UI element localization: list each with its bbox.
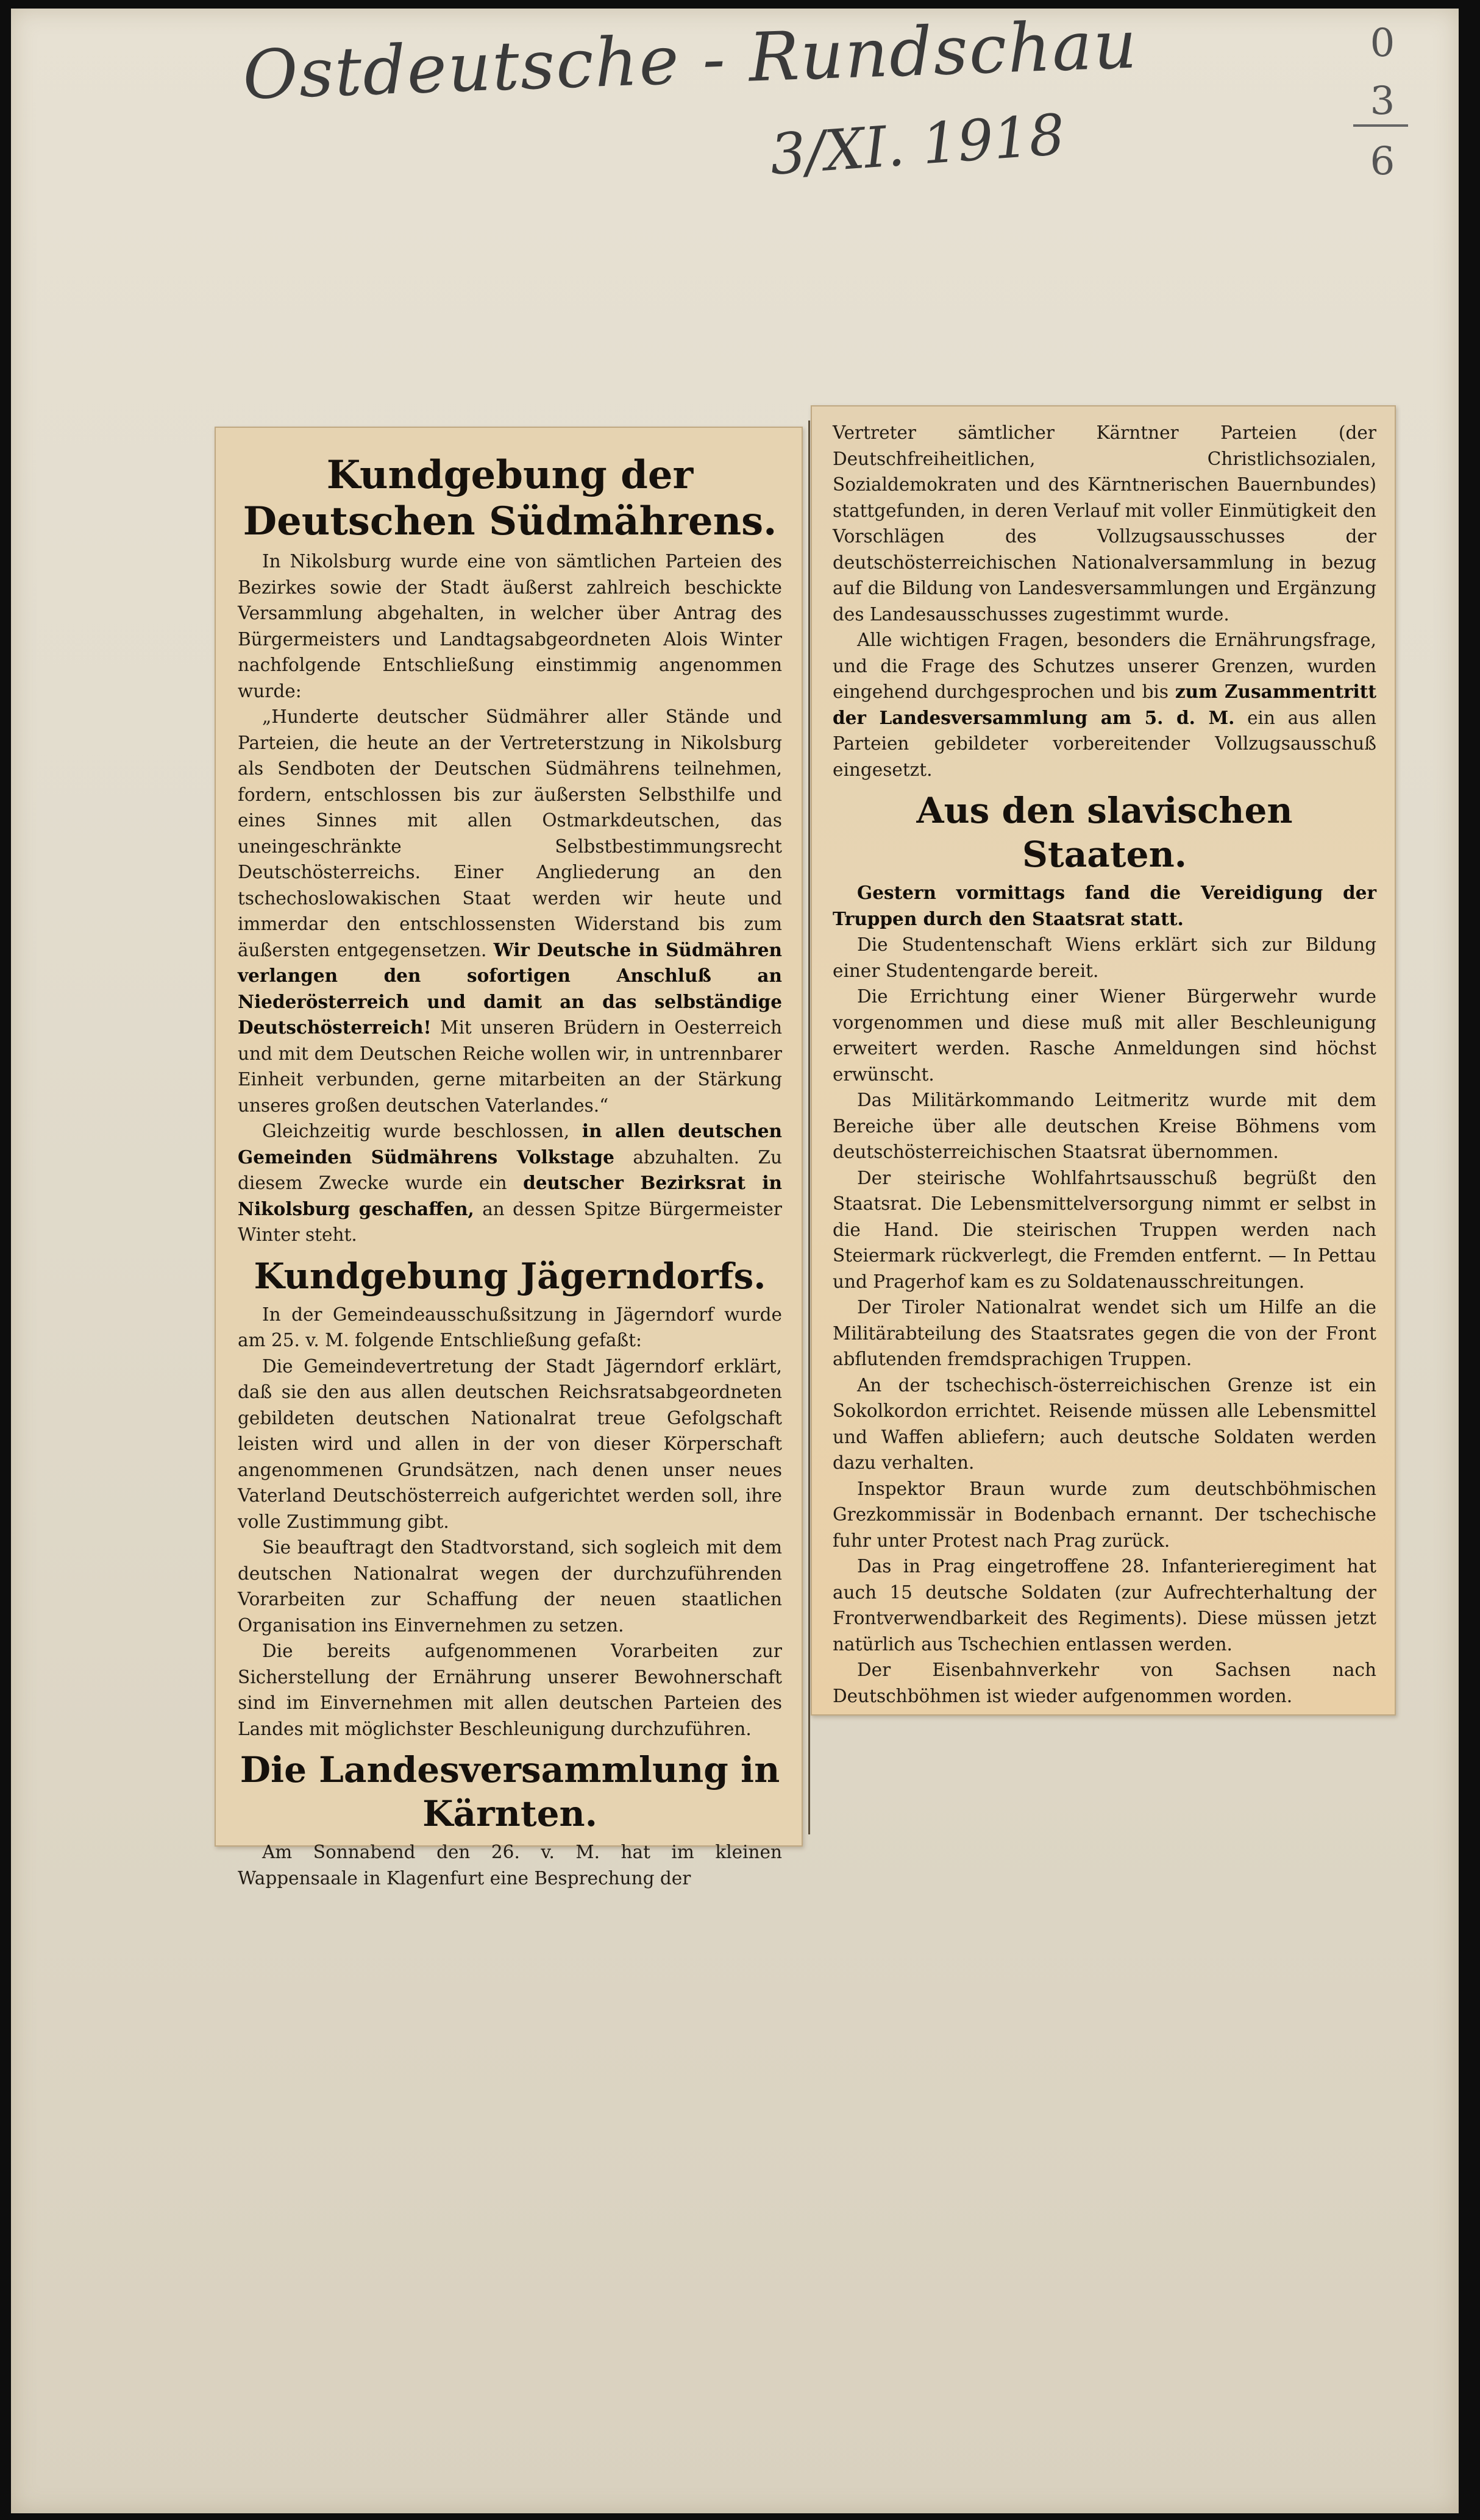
clipping-left-column <box>215 427 803 1889</box>
article-paragraph: Sie beauftragt den Stadtvorstand, sich sogleich mit dem deutschen Nationalrat wegen der durchzuführenden Vorarbeiten zur Schaffung der neuen staatlichen Organisation ins Einvernehmen zu setzen. <box>238 1537 782 1636</box>
news-item: Inspektor Braun wurde zum deutschböhmischen Grezkommissär in Bodenbach ernannt. Der tschechische fuhr unter Protest nach Prag zurück. <box>833 1478 1376 1551</box>
handwritten-date: 3/XI. 1918 <box>767 102 1067 188</box>
archive-number <box>1358 15 1407 191</box>
headline-kaernten: Die Landesversammlung in Kärnten. <box>240 1749 780 1834</box>
text-run: abzuhalten. Zu diesem Zwecke wurde ein <box>238 1146 782 1193</box>
article-paragraph: Am Sonnabend den 26. v. M. hat im kleinen Wappensaale in Klagenfurt eine Besprechung der <box>238 1842 782 1889</box>
headline-suedmaehren: Kundgebung der Deutschen Südmährens. <box>243 452 777 544</box>
news-item: Die Studentenschaft Wiens erklärt sich zur Bildung einer Studentengarde bereit. <box>833 934 1376 981</box>
headline-slavische-staaten: Aus den slavischen Staaten. <box>916 790 1293 875</box>
text-run: an dessen Spitze Bürgermeister Winter steht. <box>238 1198 782 1245</box>
news-item: Der Eisenbahnverkehr von Sachsen nach Deutschböhmen ist wieder aufgenommen worden. <box>833 1659 1376 1706</box>
clipping-right-column <box>811 405 1396 1716</box>
news-item: Der steirische Wohlfahrtsausschuß begrüßt den Staatsrat. Die Lebensmittelversorgung nimmt er selbst in die Hand. Die steirischen Truppen werden nach Steiermark rückverlegt, die Fremden entfernt. — In Pettau und Pragerhof kam es zu Soldatenausschreitungen. <box>833 1167 1376 1292</box>
resolution-text: „Hunderte deutscher Südmährer aller Stände und Parteien, die heute an der Vertreterstzung in Nikolsburg als Sendboten der Deutschen Südmährens teilnehmen, fordern, entschlossen bis zur äußersten Selbsthilfe und eines Sinnes mit allen Ostmarkdeutschen, das uneingeschränkte Selbstbestimmungsrecht Deutschösterreichs. Einer Angliederung an den tschechoslowakischen Staat werden wir heute und immerdar den entschlossensten Widerstand bis zum äußersten entgegensetzen. <box>238 706 782 960</box>
lead-paragraph <box>833 880 1376 932</box>
text-run: ein aus allen Parteien gebildeter vorbereitender Vollzugsausschuß eingesetzt. <box>833 707 1376 780</box>
article-paragraph <box>833 627 1376 783</box>
bold-run: zum Zusammentritt der Landesversammlung am 5. d. M. <box>833 681 1376 728</box>
handwritten-newspaper-name: Ostdeutsche - Rundschau <box>241 5 1139 115</box>
resolution-quote <box>238 704 782 1118</box>
article-paragraph: Vertreter sämtlicher Kärntner Parteien (der Deutschfreiheitlichen, Christlichsozialen, Sozialdemokraten und des Kärntnerischen Bauernbundes) stattgefunden, in deren Verlauf mit voller Einmütigkeit den Vorschlägen des Vollzugsausschusses der deutschösterreichischen Nationalversammlung in bezug auf die Bildung von Landesversammlungen und Ergänzung des Landesausschusses zugestimmt wurde. <box>833 422 1376 625</box>
article-paragraph: In Nikolsburg wurde eine von sämtlichen Parteien des Bezirkes sowie der Stadt äußerst zahlreich beschickte Versammlung abgehalten, in welcher über Antrag des Bürgermeisters und Landtagsabgeordneten Alois Winter nachfolgende Entschließung einstimmig angenommen wurde: <box>238 551 782 701</box>
headline-jaegerndorf: Kundgebung Jägerndorfs. <box>254 1255 766 1297</box>
archive-mark-1: 0 <box>1370 21 1395 66</box>
column-rule <box>808 421 810 1834</box>
news-item: Das in Prag eingetroffene 28. Infanterieregiment hat auch 15 deutsche Soldaten (zur Aufrechterhaltung der Frontverwendbarkeit des Regiments). Diese müssen jetzt natürlich aus Tschechien entlassen werden. <box>833 1556 1376 1655</box>
resolution-text-end: Mit unseren Brüdern in Oesterreich und mit dem Deutschen Reiche wollen wir, in untrennbarer Einheit verbunden, gerne mitarbeiten an der Stärkung unseres großen deutschen Vaterlandes.“ <box>238 1017 782 1116</box>
news-item: An der tschechisch-österreichischen Grenze ist ein Sokolkordon errichtet. Reisende müssen alle Lebensmittel und Waffen abliefern; auch deutsche Soldaten werden dazu verhalten. <box>833 1374 1376 1473</box>
article-paragraph <box>238 1118 782 1248</box>
text-run: Alle wichtigen Fragen, besonders die Ernährungsfrage, und die Frage des Schutzes unserer Grenzen, wurden eingehend durchgesprochen und bis <box>833 630 1376 702</box>
bold-run: deutscher Bezirksrat in Nikolsburg geschaffen, <box>238 1172 782 1219</box>
article-paragraph: In der Gemeindeausschußsitzung in Jägerndorf wurde am 25. v. M. folgende Entschließung gefaßt: <box>238 1304 782 1351</box>
archive-mark-2: 3 <box>1370 79 1395 124</box>
article-paragraph: Die Gemeindevertretung der Stadt Jägerndorf erklärt, daß sie den aus allen deutschen Reichsratsabgeordneten gebildeten deutschen Nationalrat treue Gefolgschaft leisten wird und allen in der von dieser Körperschaft angenommenen Grundsätzen, nach denen unser neues Vaterland Deutschösterreich aufgerichtet werden soll, ihre volle Zustimmung gibt. <box>238 1355 782 1532</box>
news-item: Der Tiroler Nationalrat wendet sich um Hilfe an die Militärabteilung des Staatsrates gegen die von der Front abflutenden fremdsprachigen Truppen. <box>833 1297 1376 1369</box>
resolution-demand: Wir Deutsche in Südmähren verlangen den sofortigen Anschluß an Niederösterreich und damit an das selbständige Deutschösterreich! <box>238 939 782 1038</box>
news-item: Das Militärkommando Leitmeritz wurde mit dem Bereiche über alle deutschen Kreise Böhmens vom deutschösterreichischen Staatsrat übernommen. <box>833 1090 1376 1162</box>
bold-run: in allen deutschen Gemeinden Südmährens Volkstage <box>238 1120 782 1168</box>
text-run: Gleichzeitig wurde beschlossen, <box>262 1121 570 1141</box>
archive-mark-3: 6 <box>1370 139 1395 184</box>
lead-text: Gestern vormittags fand die Vereidigung der Truppen durch den Staatsrat statt. <box>833 882 1376 929</box>
article-paragraph: Die bereits aufgenommenen Vorarbeiten zur Sicherstellung der Ernährung unserer Bewohnerschaft sind im Einvernehmen mit allen deutschen Parteien des Landes mit möglichster Beschleunigung durchzuführen. <box>238 1641 782 1739</box>
news-item: Die Errichtung einer Wiener Bürgerwehr wurde vorgenommen und diese muß mit aller Beschleunigung erweitert werden. Rasche Anmeldungen sind höchst erwünscht. <box>833 986 1376 1085</box>
